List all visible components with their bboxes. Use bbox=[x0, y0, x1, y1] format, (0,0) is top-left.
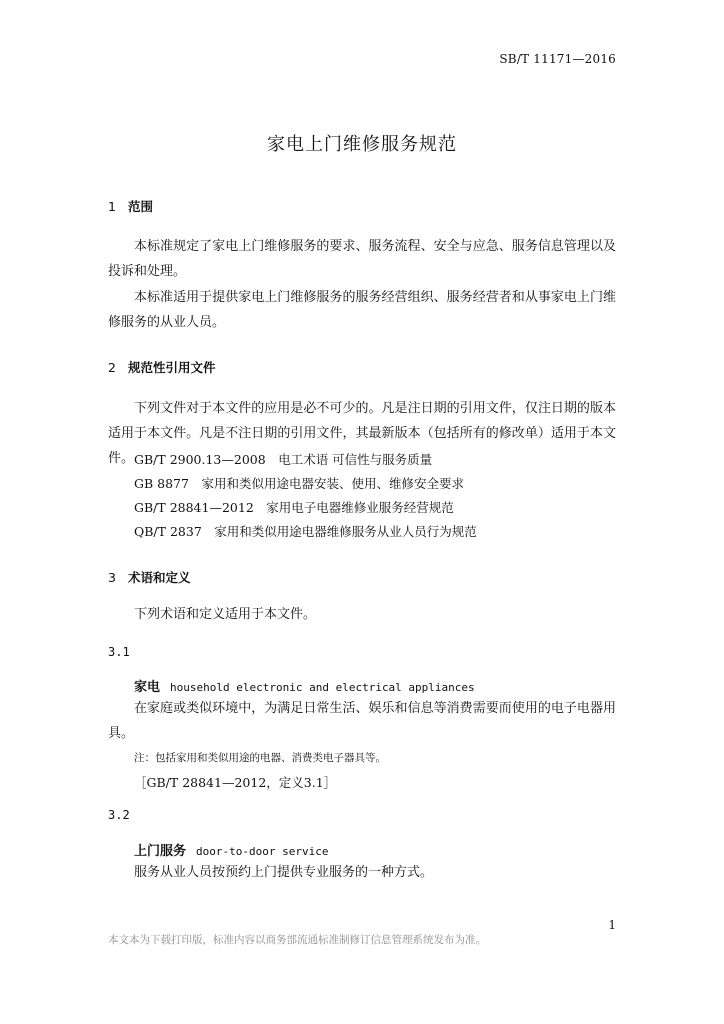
section-2-heading bbox=[108, 358, 216, 376]
term-en: door-to-door service bbox=[196, 845, 329, 858]
term-entry bbox=[134, 676, 475, 695]
section-title: 术语和定义 bbox=[128, 570, 191, 585]
section-3-heading bbox=[108, 568, 191, 586]
term-note: 注：包括家用和类似用途的电器、消费类电子器具等。 bbox=[134, 752, 386, 764]
reference-item: GB/T 2900.13—2008 电工术语 可信性与服务质量 bbox=[134, 452, 433, 467]
reference-item: GB/T 28841—2012 家用电子电器维修业服务经营规范 bbox=[134, 500, 454, 515]
section-title: 范围 bbox=[128, 199, 154, 214]
section-title: 规范性引用文件 bbox=[128, 360, 216, 375]
page-number: 1 bbox=[608, 918, 616, 932]
term-definition: 服务从业人员按预约上门提供专业服务的一种方式。 bbox=[134, 865, 434, 880]
term-definition: 在家庭或类似环境中，为满足日常生活、娱乐和信息等消费需要而使用的电子电器用具。 bbox=[108, 701, 616, 741]
standard-number: SB/T 11171—2016 bbox=[499, 52, 616, 66]
document-title: 家电上门维修服务规范 bbox=[267, 134, 457, 155]
reference-item: QB/T 2837 家用和类似用途电器维修服务从业人员行为规范 bbox=[134, 524, 477, 539]
section-number: 1 bbox=[108, 199, 116, 214]
paragraph: 下列文件对于本文件的应用是必不可少的。凡是注日期的引用文件，仅注日期的版本适用于本文件。凡是不注日期的引用文件，其最新版本（包括所有的修改单）适用于本文件。 bbox=[108, 401, 616, 466]
term-entry bbox=[134, 840, 328, 859]
section-number: 3 bbox=[108, 570, 116, 585]
section-1-heading bbox=[108, 197, 153, 215]
term-number: 3.2 bbox=[108, 808, 130, 822]
term-zh: 上门服务 bbox=[134, 844, 187, 859]
paragraph: 下列术语和定义适用于本文件。 bbox=[134, 607, 317, 622]
reference-item: GB 8877 家用和类似用途电器安装、使用、维修安全要求 bbox=[134, 476, 464, 491]
term-number: 3.1 bbox=[108, 645, 130, 659]
section-number: 2 bbox=[108, 360, 116, 375]
term-source: ［GB/T 28841—2012，定义3.1］ bbox=[134, 775, 337, 790]
term-en: household electronic and electrical appliances bbox=[170, 681, 475, 694]
paragraph: 本标准规定了家电上门维修服务的要求、服务流程、安全与应急、服务信息管理以及投诉和处理。 bbox=[108, 239, 616, 279]
footer-note: 本文本为下载打印版，标准内容以商务部流通标准制修订信息管理系统发布为准。 bbox=[108, 934, 486, 946]
paragraph: 本标准适用于提供家电上门维修服务的服务经营组织、服务经营者和从事家电上门维修服务的从业人员。 bbox=[108, 290, 616, 330]
term-zh: 家电 bbox=[134, 680, 161, 695]
